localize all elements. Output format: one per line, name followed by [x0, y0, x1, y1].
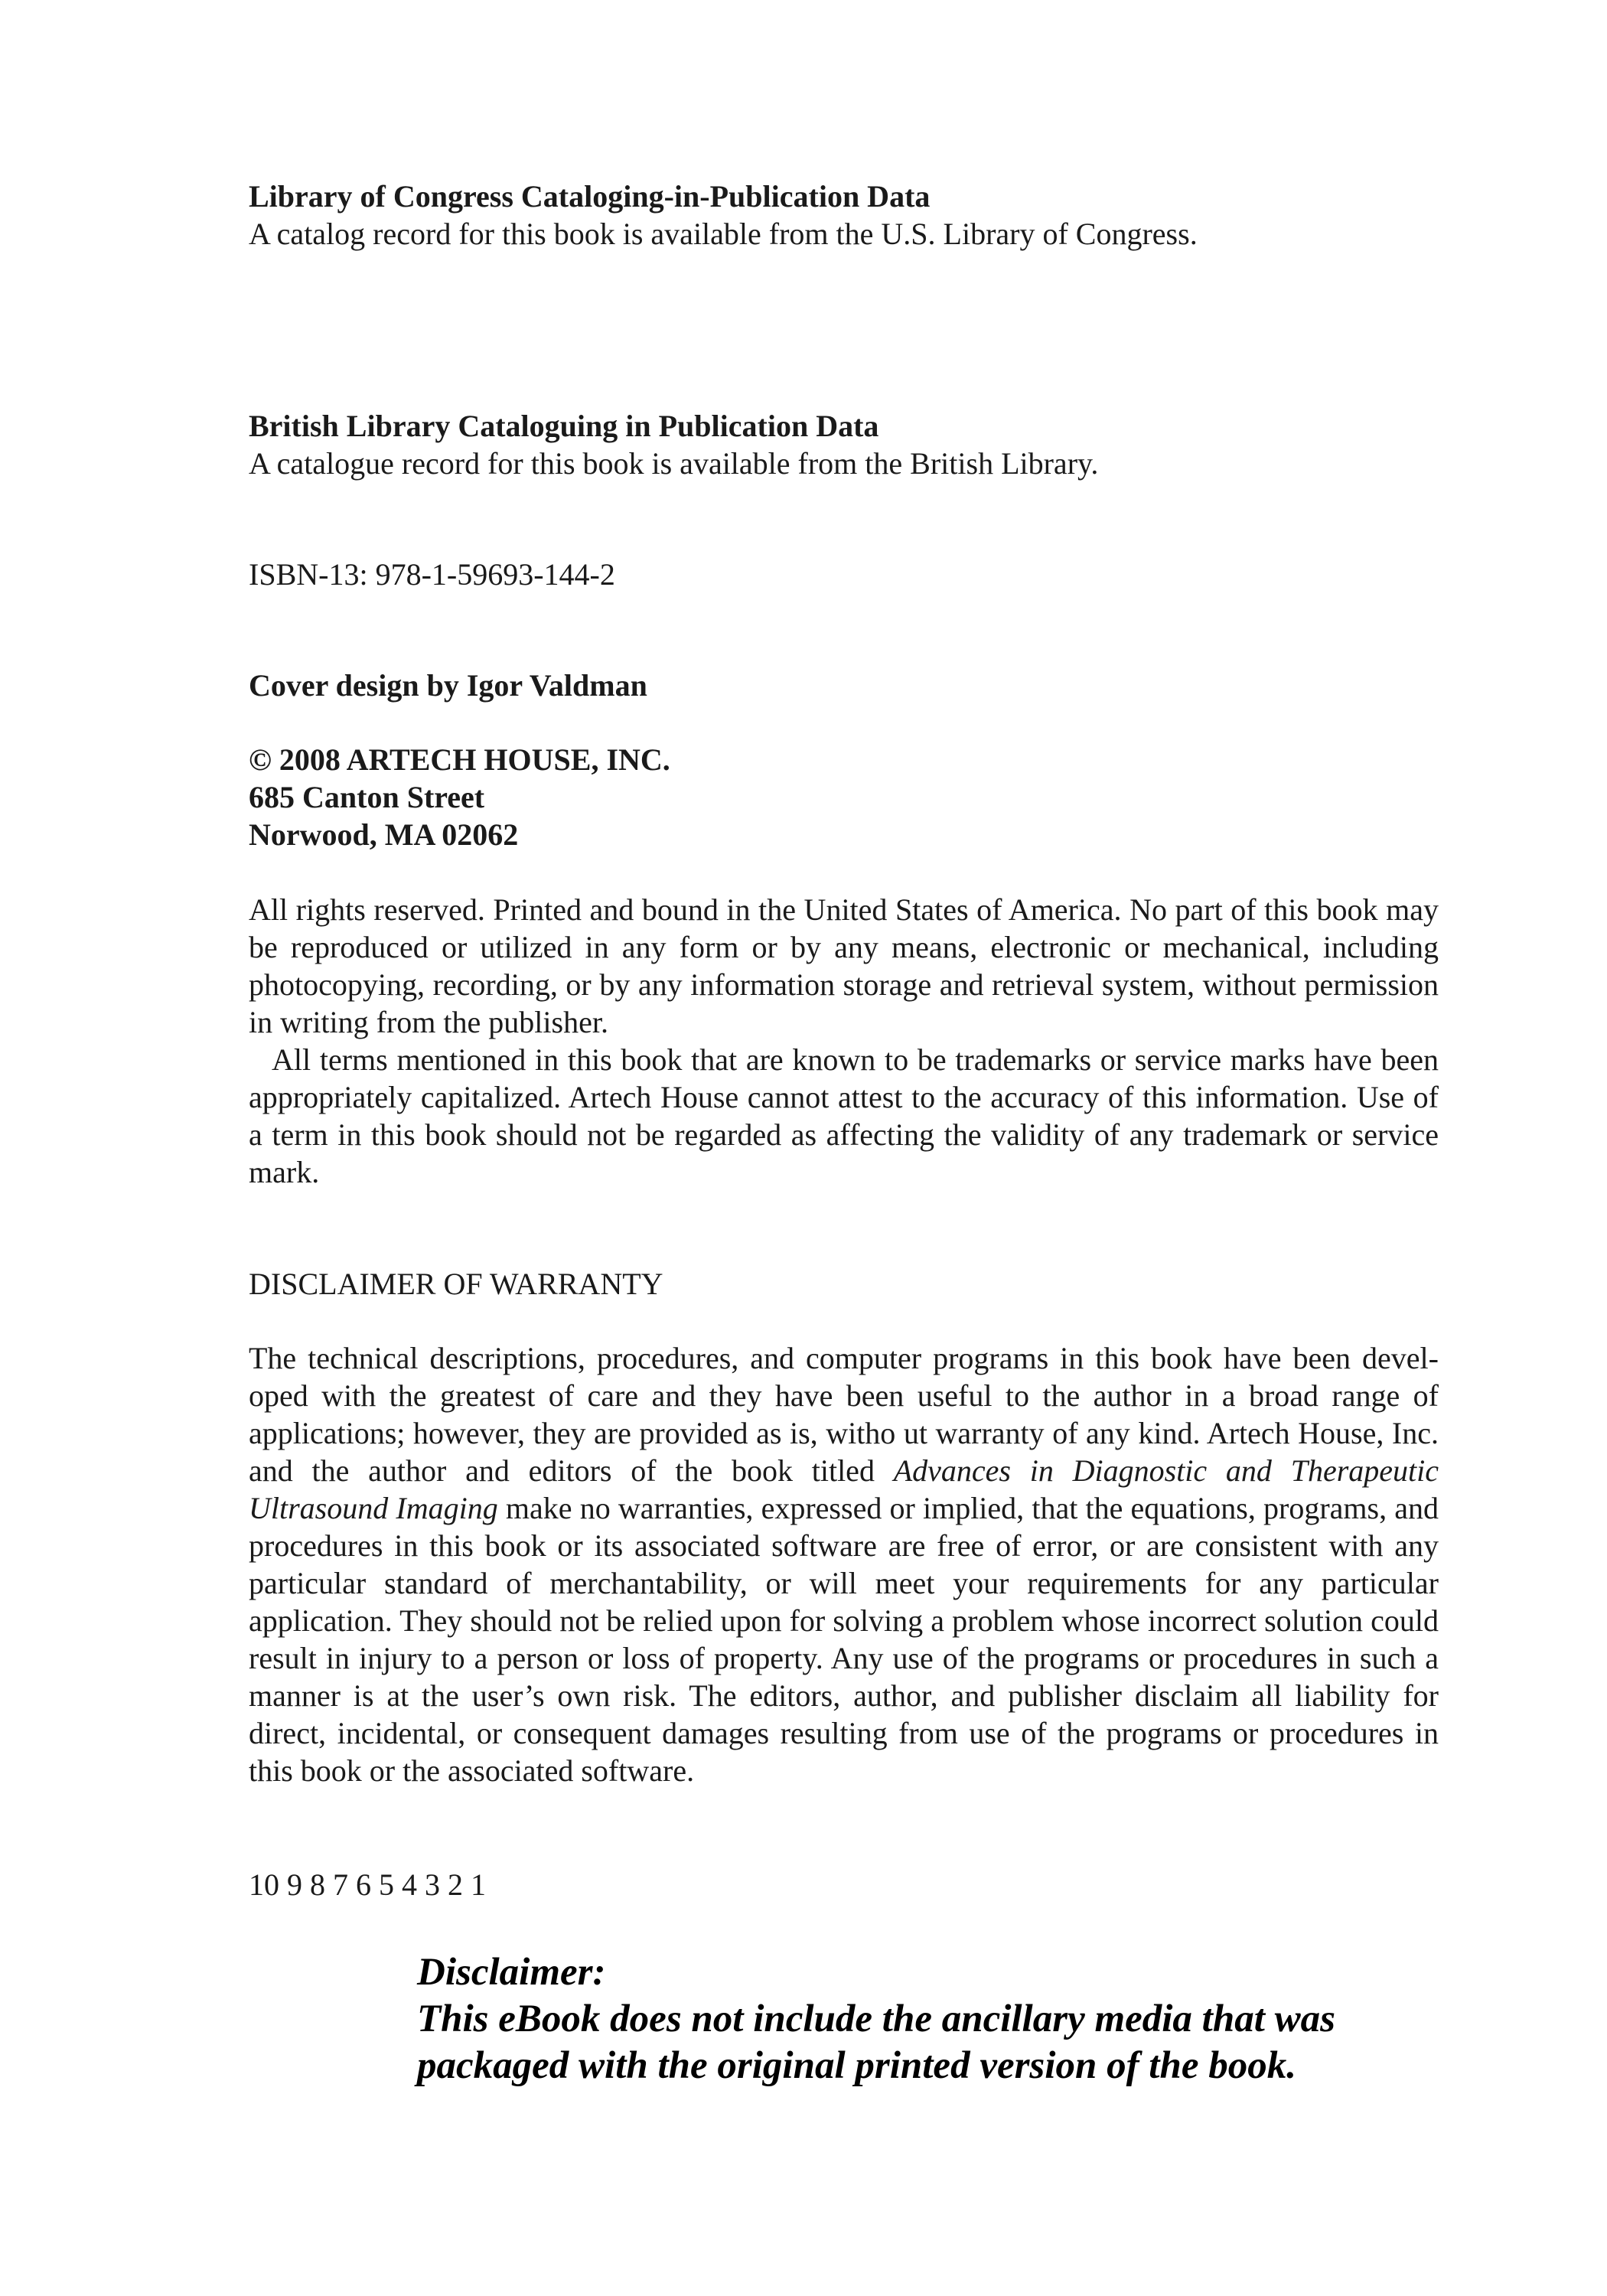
ebook-disclaimer-title: Disclaimer: — [417, 1951, 606, 1994]
copyright-line: © 2008 ARTECH HOUSE, INC. — [249, 742, 670, 777]
disclaimer-of-warranty-block — [249, 1339, 1439, 1789]
loc-cip-block — [249, 178, 1439, 253]
ebook-disclaimer-line-2: packaged with the original printed version of the book. — [417, 2044, 1296, 2087]
disclaimer-of-warranty-heading-block — [249, 1265, 1439, 1303]
rights-block — [249, 891, 1439, 1191]
disclaimer-of-warranty-text — [249, 1339, 1439, 1789]
ebook-disclaimer-line-1: This eBook does not include the ancillary media that was — [417, 1998, 1335, 2040]
ebook-disclaimer — [417, 1949, 1488, 2089]
disclaimer-of-warranty-heading: DISCLAIMER OF WARRANTY — [249, 1267, 663, 1301]
book-title: Advances in Diagnostic and Therapeutic Ultrasound Imaging — [249, 1453, 1439, 1525]
print-line — [249, 1866, 1439, 1903]
bl-cip-text: A catalogue record for this book is available from the British Library. — [249, 446, 1099, 481]
isbn-text: ISBN-13: 978-1-59693-144-2 — [249, 557, 615, 592]
loc-cip-heading: Library of Congress Cataloging-in-Publication Data — [249, 179, 931, 214]
isbn — [249, 556, 1439, 593]
rights-paragraph: All rights reserved. Printed and bound in the United States of America. No part of this book may be reproduced or utilized in any form or by any means, electronic or mechanical, including photocopying, recording, or by any information storage and retrieval system, without permission in writing from the publisher. — [249, 892, 1439, 1039]
bl-cip-heading: British Library Cataloguing in Publication Data — [249, 409, 879, 443]
warranty-text-after: make no warranties, expressed or implied, that the equations, programs, and procedures in this book or its associated software are free of error, or are consistent with any particular standard of merchantability, or will meet your requirements for any particular application. They should not be relied upon for solving a problem whose incorrect solution could result in injury to a person or loss of property. Any use of the programs or procedures in such a manner is at the user’s own risk. The editors, author, and publisher disclaim all liability for direct, incidental, or consequent damages resulting from use of the programs or procedures in this book or the associated software. — [249, 1491, 1439, 1788]
trademarks-paragraph: All terms mentioned in this book that are known to be trademarks or service marks have been appropriately capitalized. Artech House cannot attest to the accuracy of this information. Use of a term in this book should not be regarded as affecting the validity of any trademark or service mark. — [249, 1042, 1439, 1189]
street-line: 685 Canton Street — [249, 780, 485, 814]
cover-design-credit — [249, 667, 1439, 704]
publisher-address — [249, 741, 1439, 853]
cover-design-text: Cover design by Igor Valdman — [249, 668, 647, 703]
warranty-text-before: The technical descriptions, procedures, and computer programs in this book have been developed with the greatest of care and they have been useful to the author in a broad range of applications; however, they are provided as is, witho ut warranty of any kind. Artech House, Inc. and the author and editors of the book titled — [249, 1341, 1439, 1488]
city-line: Norwood, MA 02062 — [249, 817, 519, 852]
print-line-text: 10 9 8 7 6 5 4 3 2 1 — [249, 1867, 486, 1902]
loc-cip-text: A catalog record for this book is available from the U.S. Library of Congress. — [249, 217, 1198, 251]
bl-cip-block — [249, 407, 1439, 482]
